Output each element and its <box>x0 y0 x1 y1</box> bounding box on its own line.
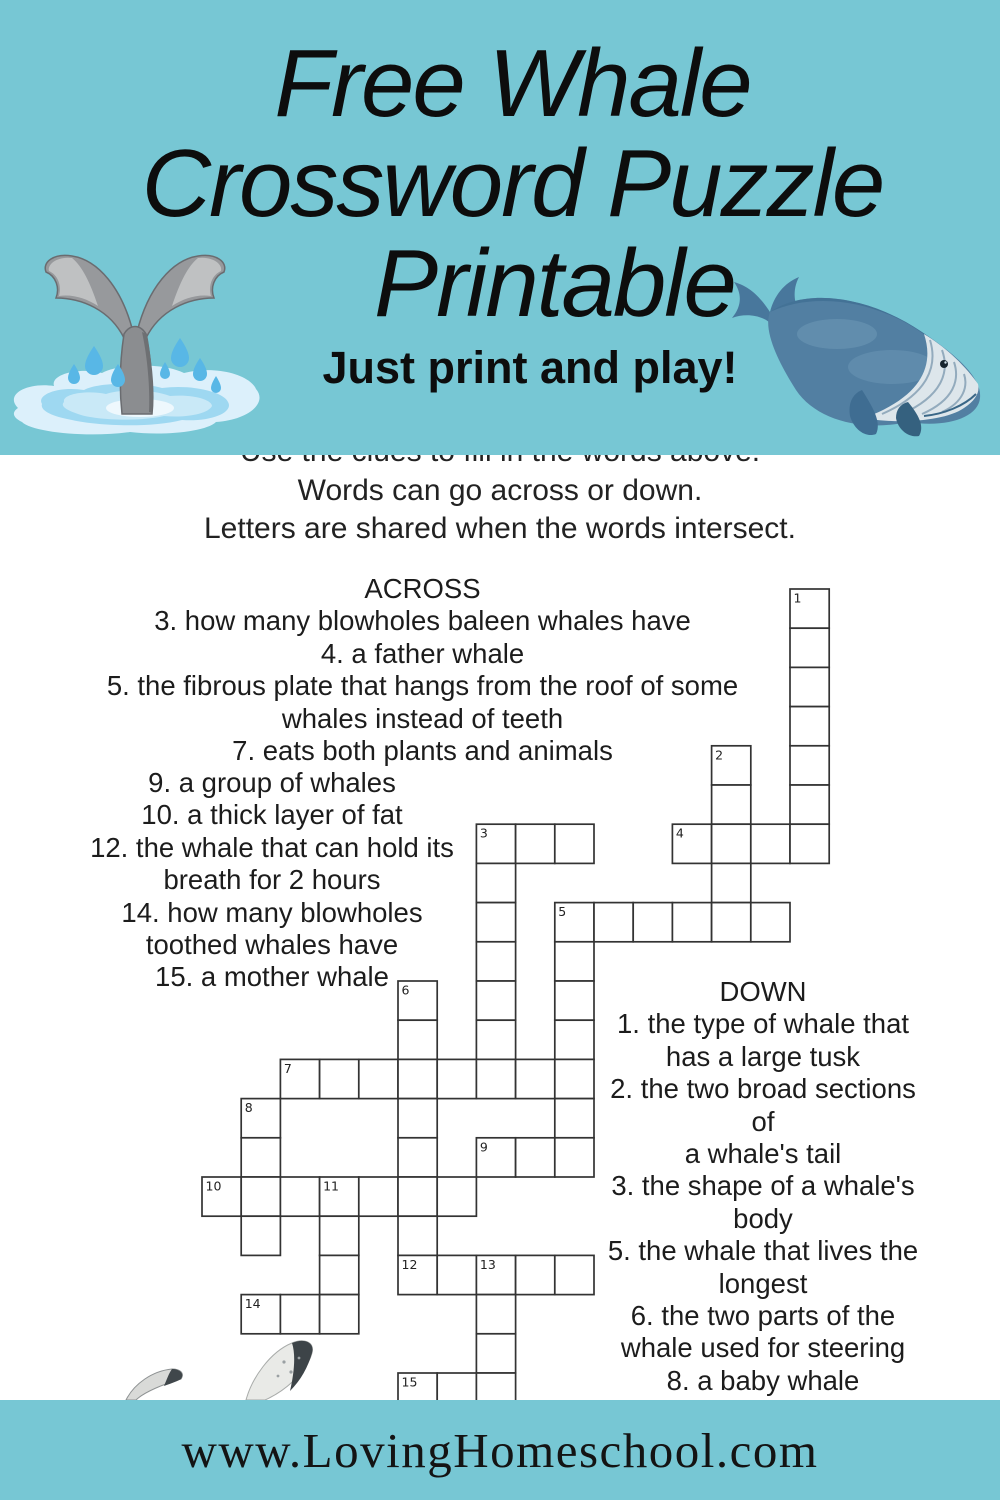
down-clue-line: a whale's tail <box>684 1138 842 1170</box>
grid-cell <box>398 1138 437 1177</box>
down-clue-line: body <box>733 1202 793 1234</box>
grid-cell <box>790 746 829 785</box>
down-clue-line: 2. the two broad sections of <box>610 1073 916 1137</box>
down-clue-line: 1. the type of whale that <box>617 1008 909 1040</box>
grid-cell <box>516 824 555 863</box>
grid-cell <box>359 1059 398 1098</box>
grid-cell <box>555 1255 594 1294</box>
grid-cell <box>476 903 515 942</box>
website-url: www.LovingHomeschool.com <box>181 1422 819 1478</box>
grid-cell <box>633 903 672 942</box>
across-clue-line: whales instead of teeth <box>281 702 564 734</box>
grid-cell <box>398 1216 437 1255</box>
grid-cell <box>280 1295 319 1334</box>
grid-cell <box>359 1177 398 1216</box>
title-line: Free Whale <box>274 30 751 137</box>
down-clues <box>598 976 928 1430</box>
grid-cell <box>476 863 515 902</box>
grid-cell <box>555 1099 594 1138</box>
grid-cell-number: 11 <box>323 1178 340 1194</box>
title-line: Crossword Puzzle <box>141 130 884 237</box>
grid-cell <box>555 1059 594 1098</box>
grid-cell <box>555 1138 594 1177</box>
grid-cell <box>476 1059 515 1098</box>
across-clue-line: breath for 2 hours <box>163 864 381 896</box>
breaching-whale-illustration <box>118 1340 358 1400</box>
grid-cell <box>320 1059 359 1098</box>
blue-whale-illustration <box>712 272 1000 440</box>
across-clue-line: 4. a father whale <box>320 637 525 669</box>
across-clue-line: 3. how many blowholes baleen whales have <box>154 605 691 637</box>
grid-cell <box>398 1177 437 1216</box>
grid-cell <box>398 1020 437 1059</box>
grid-cell <box>320 1216 359 1255</box>
across-clue-line: toothed whales have <box>145 929 399 961</box>
grid-cell-number: 6 <box>401 982 410 998</box>
grid-cell <box>712 863 751 902</box>
grid-cell-number: 1 <box>793 590 802 606</box>
grid-cell <box>398 1059 437 1098</box>
down-clue-line: longest <box>718 1267 808 1299</box>
grid-cell <box>280 1177 319 1216</box>
across-clue-line: 5. the fibrous plate that hangs from the roof of some <box>106 670 739 702</box>
down-clue-line: 8. a baby whale <box>666 1364 860 1396</box>
across-clue-line: 9. a group of whales <box>148 767 396 798</box>
down-clue-line: has a large tusk <box>665 1040 861 1072</box>
title-line: Printable <box>374 230 735 337</box>
across-clue-line: 15. a mother whale <box>155 961 389 993</box>
grid-cell <box>476 1020 515 1059</box>
grid-cell-number: 10 <box>205 1178 222 1194</box>
down-clue-line: whale used for steering <box>620 1332 906 1364</box>
grid-cell-number: 13 <box>479 1256 496 1272</box>
grid-cell <box>790 667 829 706</box>
whale-tail-splash-illustration <box>2 236 264 448</box>
grid-cell <box>712 785 751 824</box>
grid-cell <box>555 981 594 1020</box>
grid-cell-number: 12 <box>401 1256 418 1272</box>
across-clue-line: 12. the whale that can hold its <box>90 831 454 863</box>
grid-cell <box>320 1295 359 1334</box>
footer-banner <box>0 1400 1000 1500</box>
grid-cell <box>712 824 751 863</box>
across-clues <box>80 573 765 767</box>
subtitle: Just print and play! <box>322 342 738 393</box>
grid-cell <box>555 942 594 981</box>
across-heading: ACROSS <box>364 573 481 604</box>
grid-cell <box>712 903 751 942</box>
grid-cell <box>790 707 829 746</box>
grid-cell-number: 2 <box>715 747 724 763</box>
header-banner <box>0 0 1000 455</box>
grid-cell-number: 3 <box>479 825 488 841</box>
grid-cell <box>241 1216 280 1255</box>
grid-cell <box>437 1177 476 1216</box>
down-clue-line: 3. the shape of a whale's <box>611 1170 915 1202</box>
grid-cell-number: 5 <box>558 904 567 920</box>
down-clue-line: 6. the two parts of the <box>630 1300 896 1332</box>
grid-cell <box>516 1138 555 1177</box>
grid-cell-number: 4 <box>675 825 684 841</box>
grid-cell <box>516 1255 555 1294</box>
grid-cell <box>790 628 829 667</box>
grid-cell-number: 8 <box>244 1100 253 1116</box>
instruction-line: Letters are shared when the words intersect. <box>204 512 796 545</box>
across-clues-continued <box>82 767 462 994</box>
grid-cell <box>437 1059 476 1098</box>
grid-cell <box>672 903 711 942</box>
grid-cell <box>790 824 829 863</box>
grid-cell-number: 7 <box>283 1060 292 1076</box>
grid-cell <box>751 903 790 942</box>
grid-cell-number: 9 <box>479 1139 488 1155</box>
grid-cell <box>320 1255 359 1294</box>
grid-cell <box>437 1255 476 1294</box>
grid-cell <box>476 1295 515 1334</box>
grid-cell <box>476 942 515 981</box>
grid-cell <box>476 981 515 1020</box>
grid-cell <box>555 824 594 863</box>
grid-cell <box>241 1177 280 1216</box>
grid-cell <box>516 1059 555 1098</box>
down-heading: DOWN <box>719 976 807 1007</box>
grid-cell <box>241 1138 280 1177</box>
grid-cell-number: 14 <box>244 1296 261 1312</box>
grid-cell-number: 15 <box>401 1374 418 1390</box>
grid-cell <box>751 824 790 863</box>
grid-cell <box>790 785 829 824</box>
instruction-line: Words can go across or down. <box>297 473 703 507</box>
grid-cell <box>476 1334 515 1373</box>
grid-cell <box>594 903 633 942</box>
across-clue-line: 14. how many blowholes <box>121 896 423 928</box>
down-clue-line: 5. the whale that lives the <box>607 1235 919 1267</box>
across-clue-line: 10. a thick layer of fat <box>141 799 403 831</box>
across-clue-line: 7. eats both plants and animals <box>232 735 613 767</box>
grid-cell <box>398 1099 437 1138</box>
grid-cell <box>555 1020 594 1059</box>
